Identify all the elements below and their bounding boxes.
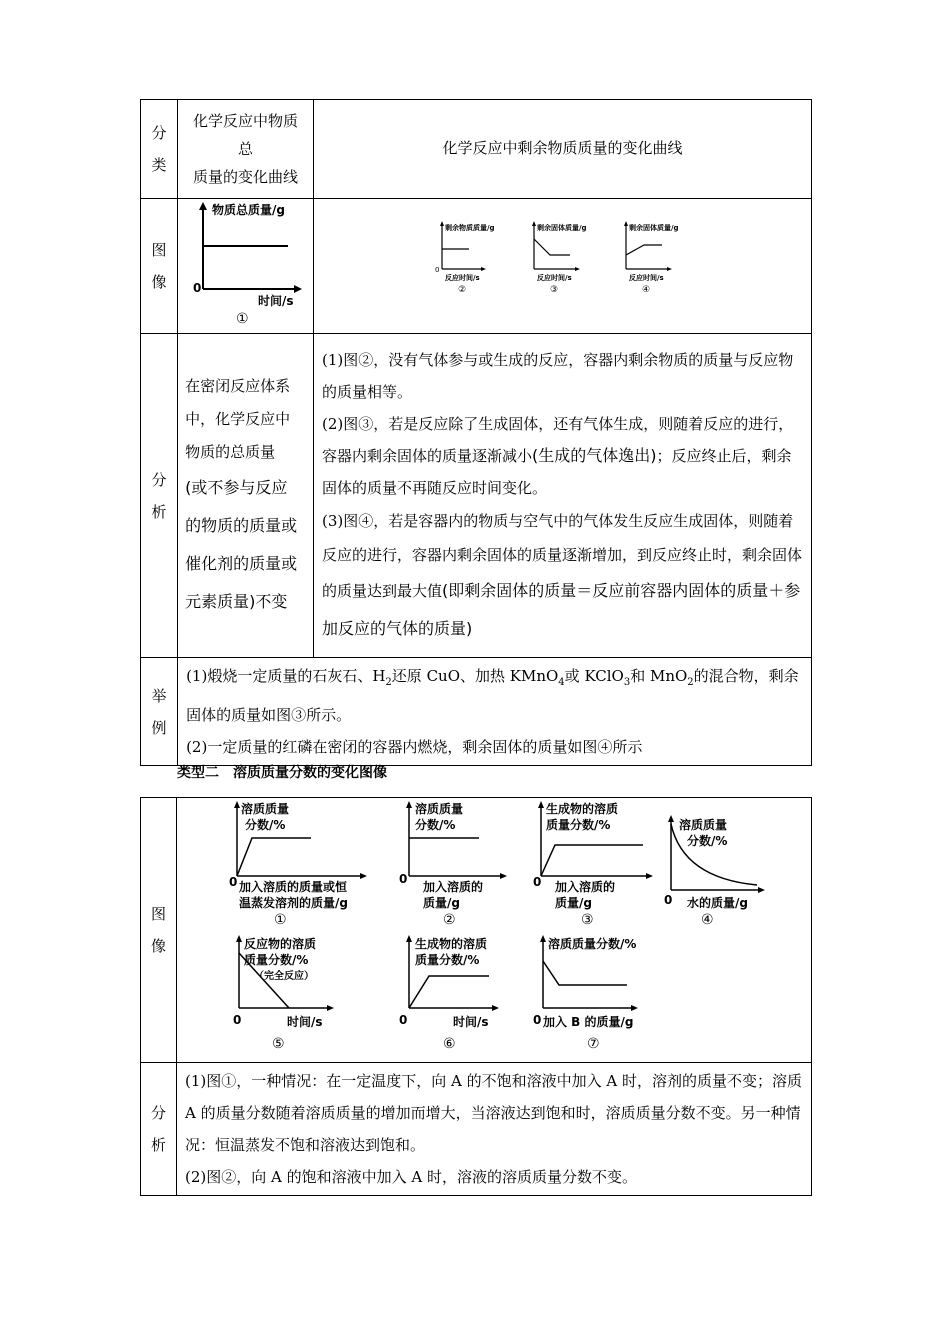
category-char: 图 bbox=[151, 241, 167, 259]
y-axis-label: 分数/% bbox=[415, 818, 456, 832]
x-axis-label: 加入 B 的质量/g bbox=[543, 1015, 634, 1029]
y-axis-label: 溶质质量 bbox=[679, 818, 728, 832]
analysis-emphasis: (生成的气体逸出) bbox=[532, 445, 657, 465]
analysis-text: ；反应终止后，剩余固体的质量不再随反应时间变化。 bbox=[321, 446, 792, 497]
y-axis-label: 溶质质量分数/% bbox=[548, 937, 637, 951]
example-1 bbox=[186, 660, 805, 731]
graph-6 bbox=[399, 935, 499, 1052]
example-text: 的混合物，剩余固体的质量如图③所示。 bbox=[186, 667, 799, 724]
graph-4 bbox=[624, 221, 679, 295]
category-cell bbox=[141, 798, 177, 1063]
category-char: 析 bbox=[151, 502, 167, 521]
example-text: 或 KClO bbox=[564, 667, 624, 685]
origin-label: 0 bbox=[229, 875, 238, 889]
origin-label: 0 bbox=[533, 1013, 542, 1027]
analysis-line: 物质的总质量 bbox=[185, 443, 276, 461]
x-axis-label: 时间/s bbox=[258, 294, 294, 308]
y-axis-label: 物质总质量/g bbox=[212, 203, 286, 217]
graph-2 bbox=[399, 801, 507, 928]
x-axis-label: 温蒸发溶剂的质量/g bbox=[239, 896, 348, 910]
table-row bbox=[141, 100, 812, 199]
remaining-mass-header bbox=[313, 100, 811, 199]
fraction-analysis bbox=[177, 1063, 812, 1196]
y-axis-label: 溶质质量 bbox=[241, 802, 290, 816]
origin-label: 0 bbox=[664, 893, 673, 907]
y-axis-label: 质量分数/% bbox=[415, 953, 480, 967]
x-axis-label: 反应时间/s bbox=[628, 274, 664, 282]
example-2: (2)一定质量的红磷在密闭的容器内燃烧，剩余固体的质量如图④所示 bbox=[186, 738, 643, 756]
category-char: 例 bbox=[151, 718, 167, 737]
annotation: （完全反应） bbox=[254, 971, 314, 982]
x-axis-label: 时间/s bbox=[453, 1015, 489, 1029]
origin-label: 0 bbox=[399, 1013, 408, 1027]
analysis-line: 催化剂的质量或 bbox=[185, 554, 298, 573]
origin-label: 0 bbox=[533, 875, 542, 889]
graph-2 bbox=[435, 221, 495, 295]
y-axis-label: 质量分数/% bbox=[546, 818, 611, 832]
x-axis-label: 加入溶质的 bbox=[555, 880, 616, 894]
graph-cell-1 bbox=[178, 199, 314, 334]
graph-7 bbox=[533, 935, 638, 1052]
header-line: 总 bbox=[238, 140, 254, 158]
total-mass-header bbox=[178, 100, 314, 199]
subscript: 4 bbox=[558, 677, 565, 688]
graph-number: ① bbox=[236, 311, 249, 327]
example-text: 和 MnO bbox=[630, 667, 688, 685]
y-axis-label: 剩余固体质量/g bbox=[536, 224, 587, 232]
example-text: 还原 CuO、加热 KMnO bbox=[391, 667, 559, 685]
category-cell bbox=[141, 1063, 177, 1196]
category-char: 像 bbox=[151, 273, 167, 291]
y-axis-label: 剩余固体质量/g bbox=[628, 224, 679, 232]
header-line: 化学反应中物质 bbox=[193, 112, 299, 130]
x-axis-label: 反应时间/s bbox=[444, 274, 480, 282]
y-axis-label: 分数/% bbox=[245, 818, 286, 832]
mass-fraction-table bbox=[140, 797, 812, 1196]
y-axis-label: 溶质质量 bbox=[415, 802, 464, 816]
table-row bbox=[141, 798, 812, 1063]
table-row bbox=[141, 199, 812, 334]
category-char: 举 bbox=[151, 686, 167, 705]
graph-cell bbox=[177, 798, 812, 1063]
table-row bbox=[141, 658, 812, 766]
graph-number: ④ bbox=[641, 285, 651, 295]
y-axis-label: 分数/% bbox=[687, 834, 728, 848]
category-char: 析 bbox=[150, 1136, 166, 1154]
y-axis-label: 反应物的溶质 bbox=[244, 937, 317, 951]
fraction-graphs bbox=[177, 798, 811, 1058]
subscript: 2 bbox=[687, 677, 694, 688]
category-char: 分 bbox=[151, 470, 167, 489]
x-axis-label: 质量/g bbox=[423, 896, 460, 910]
remaining-graphs bbox=[314, 199, 811, 329]
graph-number: ② bbox=[443, 912, 456, 928]
analysis-paragraph-1: (1)图①，一种情况：在一定温度下，向 A 的不饱和溶液中加入 A 时，溶剂的质量不变；溶质 A 的质量分数随着溶质质量的增加而增大，当溶液达到饱和时，溶质质量分数不变。另一种情况：恒温蒸发不饱和溶液达到饱和。 bbox=[185, 1072, 802, 1154]
graph-number: ⑥ bbox=[443, 1036, 456, 1052]
category-char: 分 bbox=[151, 124, 167, 142]
graph-number: ① bbox=[274, 912, 287, 928]
x-axis-label: 时间/s bbox=[287, 1015, 323, 1029]
graph-number: ③ bbox=[581, 912, 594, 928]
analysis-paragraph-3 bbox=[322, 504, 805, 648]
origin-label: 0 bbox=[434, 266, 440, 274]
y-axis-label: 生成物的溶质 bbox=[546, 802, 619, 816]
graph-5 bbox=[233, 935, 334, 1052]
y-axis-label: 剩余物质质量/g bbox=[444, 224, 495, 232]
y-axis-label: 质量分数/% bbox=[244, 953, 309, 967]
header-line: 质量的变化曲线 bbox=[193, 168, 299, 186]
analysis-line: 在密闭反应体系 bbox=[185, 377, 291, 395]
example-text: (1)煅烧一定质量的石灰石、H bbox=[186, 667, 386, 685]
total-mass-analysis bbox=[178, 334, 314, 658]
origin-label: 0 bbox=[399, 872, 408, 886]
origin-label: 0 bbox=[233, 1013, 242, 1027]
category-char: 像 bbox=[150, 937, 166, 955]
mass-change-table bbox=[140, 99, 812, 766]
analysis-line: 元素质量)不变 bbox=[185, 592, 288, 611]
graph-number: ④ bbox=[701, 912, 714, 928]
subscript: 2 bbox=[385, 677, 392, 688]
category-char: 分 bbox=[150, 1104, 166, 1122]
origin-label: 0 bbox=[193, 281, 202, 295]
category-char: 类 bbox=[151, 156, 167, 174]
category-cell bbox=[141, 334, 178, 658]
analysis-line: (或不参与反应 bbox=[185, 478, 288, 497]
analysis-emphasis: (即剩余固体的质量＝反应前容器内固体的质量＋参加反应的气体的质量) bbox=[321, 580, 801, 638]
graph-number: ③ bbox=[549, 285, 559, 295]
x-axis-label: 加入溶质的质量或恒 bbox=[239, 880, 348, 894]
subscript: 3 bbox=[623, 677, 631, 688]
section-title: 类型二 溶质质量分数的变化图像 bbox=[177, 765, 387, 781]
graph-number: ② bbox=[457, 285, 467, 295]
graph-cell-remaining bbox=[313, 199, 811, 334]
x-axis-label: 水的质量/g bbox=[687, 896, 748, 910]
analysis-paragraph-2 bbox=[322, 408, 805, 504]
x-axis-label: 加入溶质的 bbox=[423, 880, 484, 894]
graph-number: ⑦ bbox=[587, 1036, 600, 1052]
x-axis-label: 反应时间/s bbox=[536, 274, 572, 282]
table-row bbox=[141, 334, 812, 658]
analysis-line: 中，化学反应中 bbox=[185, 410, 291, 428]
graph-total-mass bbox=[178, 199, 312, 329]
analysis-line: 的物质的质量或 bbox=[185, 516, 298, 535]
graph-4 bbox=[664, 815, 765, 928]
graph-3 bbox=[533, 801, 653, 928]
graph-1 bbox=[229, 801, 367, 928]
remaining-mass-analysis bbox=[313, 334, 811, 658]
category-cell bbox=[141, 199, 178, 334]
header-line: 化学反应中剩余物质质量的变化曲线 bbox=[442, 139, 683, 157]
analysis-text: (3)图④，若是容器内的物质与空气中的气体发生反应生成固体，则随着反应的进行，容器内剩余固体的质量逐渐增加，到反应终止时，剩余固体的质量达到最大值 bbox=[321, 511, 802, 600]
category-char: 图 bbox=[150, 905, 166, 923]
category-cell bbox=[141, 100, 178, 199]
analysis-paragraph-2: (2)图②，向 A 的饱和溶液中加入 A 时，溶液的溶质质量分数不变。 bbox=[185, 1168, 637, 1186]
analysis-paragraph-1: (1)图②，没有气体参与或生成的反应，容器内剩余物质的质量与反应物的质量相等。 bbox=[321, 350, 794, 401]
graph-number: ⑤ bbox=[272, 1036, 285, 1052]
analysis-text: (2)图③，若是反应除了生成固体，还有气体生成，则随着反应的进行，容器内剩余固体的质量逐渐减小 bbox=[321, 414, 794, 465]
category-cell bbox=[141, 658, 178, 766]
example-cell bbox=[178, 658, 812, 766]
x-axis-label: 质量/g bbox=[555, 896, 592, 910]
y-axis-label: 生成物的溶质 bbox=[415, 937, 488, 951]
graph-3 bbox=[532, 221, 587, 295]
table-row bbox=[141, 1063, 812, 1196]
